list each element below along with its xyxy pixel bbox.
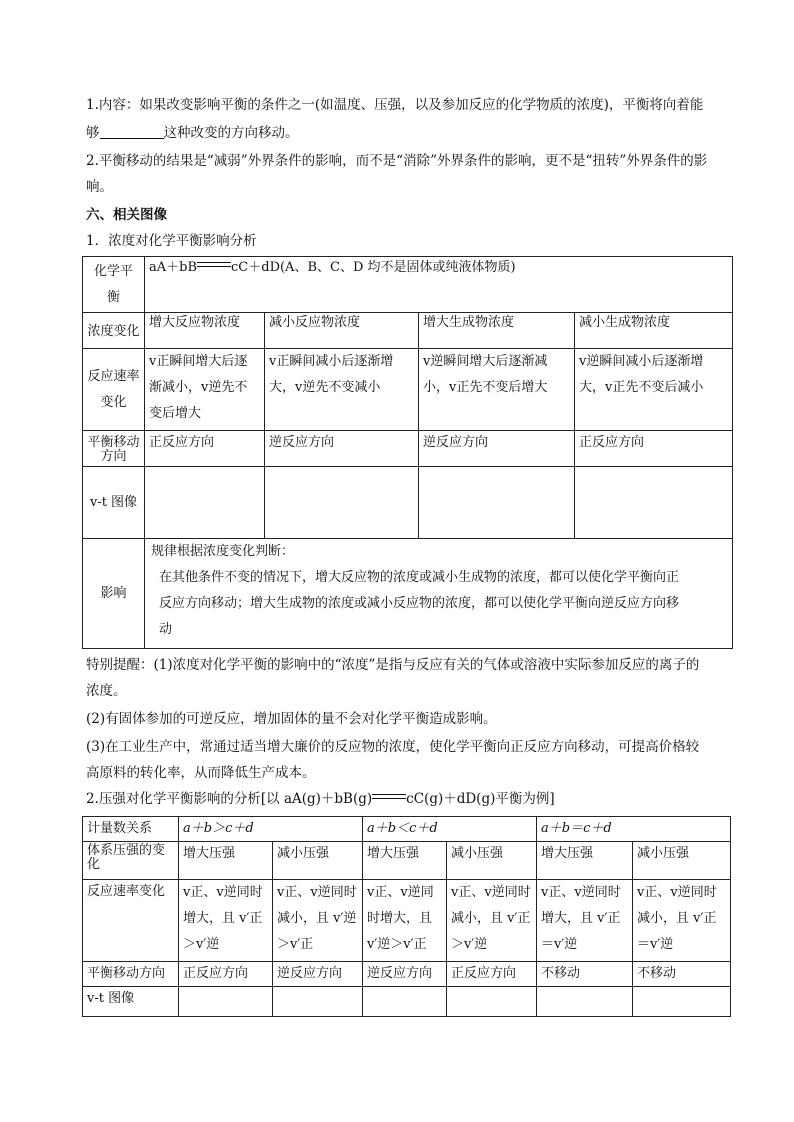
row-label-concentration: 浓度变化	[83, 313, 145, 349]
effect-line: 在其他条件不变的情况下，增大反应物的浓度或减小生成物的浓度，都可以使化学平衡向正	[159, 570, 680, 585]
fill-in-blank	[100, 124, 164, 139]
note-1b: 浓度。	[86, 683, 127, 699]
intro-line-4: 响。	[86, 179, 113, 195]
vt-graph-cell	[447, 987, 537, 1017]
intro-line-2a: 够	[86, 125, 100, 141]
pressure-table	[82, 816, 731, 1017]
rate-cell: v正、v逆同时减小，且 v′正＞v′逆	[447, 880, 537, 962]
shift-cell: 逆反应方向	[419, 431, 575, 467]
table-row	[83, 313, 733, 349]
table-row	[83, 817, 731, 842]
equilibrium-arrow-icon	[197, 260, 231, 270]
rate-cell: v正、v逆同时增大，且 v′逆＞v′正	[363, 880, 447, 962]
conc-cell: 增大生成物浓度	[419, 313, 575, 349]
row-label-shift: 平衡移动方向	[83, 431, 145, 467]
relation-cell: a＋b＜c＋d	[363, 817, 537, 842]
table-row	[83, 842, 731, 880]
concentration-table	[82, 256, 733, 649]
table-row	[83, 987, 731, 1017]
pressure-cell: 减小压强	[273, 842, 363, 880]
conc-cell: 减小反应物浓度	[265, 313, 419, 349]
subsection-2-title: 2.压强对化学平衡影响的分析[以 aA(g)＋bB(g) cC(g)＋dD(g)平衡为例]	[86, 791, 555, 807]
rate-cell: v逆瞬间减小后逐渐增大，v正先不变后减小	[575, 349, 733, 431]
rate-cell: v正、v逆同时减小，且 v′正＝v′逆	[633, 880, 731, 962]
shift-cell: 正反应方向	[179, 962, 273, 987]
shift-cell: 逆反应方向	[363, 962, 447, 987]
intro-line-1: 1.内容：如果改变影响平衡的条件之一(如温度、压强，以及参加反应的化学物质的浓度)，平衡将向着能	[86, 97, 704, 113]
rate-cell: v逆瞬间增大后逐渐减小，v正先不变后增大	[419, 349, 575, 431]
note-1a: 特别提醒：(1)浓度对化学平衡的影响中的“浓度”是指与反应有关的气体或溶液中实际参加反应的离子的	[86, 657, 700, 673]
shift-cell: 逆反应方向	[273, 962, 363, 987]
pressure-cell: 增大压强	[537, 842, 633, 880]
effect-line: 动	[159, 622, 173, 637]
rate-cell: v正、v逆同时增大，且 v′正＝v′逆	[537, 880, 633, 962]
effect-line: 反应方向移动；增大生成物的浓度或减小反应物的浓度，都可以使化学平衡向逆反应方向移	[159, 596, 680, 611]
shift-cell: 正反应方向	[145, 431, 265, 467]
relation-cell: a＋b＝c＋d	[537, 817, 731, 842]
row-label-rate: 反应速率变化	[83, 880, 179, 962]
row-label-vt: v-t 图像	[83, 467, 145, 539]
row-label-pressure: 体系压强的变化	[83, 842, 179, 880]
equilibrium-arrow-icon	[372, 792, 406, 802]
vt-graph-cell	[265, 467, 419, 539]
pressure-cell: 增大压强	[179, 842, 273, 880]
vt-graph-cell	[145, 467, 265, 539]
relation-cell: a＋b＞c＋d	[179, 817, 363, 842]
rate-cell: v正瞬间增大后逐渐减小，v逆先不变后增大	[145, 349, 265, 431]
vt-graph-cell	[179, 987, 273, 1017]
table-row	[83, 349, 733, 431]
note-3a: (3)在工业生产中，常通过适当增大廉价的反应物的浓度，使化学平衡向正反应方向移动，可提高价格较	[86, 739, 700, 755]
vt-graph-cell	[537, 987, 633, 1017]
row-label-shift: 平衡移动方向	[83, 962, 179, 987]
intro-line-2	[86, 124, 299, 142]
section-title: 六、相关图像	[86, 207, 167, 223]
vt-graph-cell	[575, 467, 733, 539]
shift-cell: 正反应方向	[447, 962, 537, 987]
vt-graph-cell	[633, 987, 731, 1017]
table-row	[83, 880, 731, 962]
rate-cell: v正、v逆同时减小，且 v′逆＞v′正	[273, 880, 363, 962]
row-label-equilibrium: 化学平 衡	[83, 257, 145, 313]
intro-line-2b: 这种改变的方向移动。	[163, 125, 299, 141]
shift-cell: 逆反应方向	[265, 431, 419, 467]
note-3b: 高原料的转化率，从而降低生产成本。	[86, 765, 316, 781]
table-row	[83, 257, 733, 313]
effect-rule: 规律根据浓度变化判断：	[151, 544, 295, 559]
effect-cell	[145, 539, 733, 649]
row-label-effect: 影响	[83, 539, 145, 649]
rate-cell: v正瞬间减小后逐渐增大，v逆先不变减小	[265, 349, 419, 431]
shift-cell: 不移动	[633, 962, 731, 987]
conc-cell: 减小生成物浓度	[575, 313, 733, 349]
row-label-rate: 反应速率变化	[83, 349, 145, 431]
shift-cell: 正反应方向	[575, 431, 733, 467]
subsection-1-title: 1．浓度对化学平衡影响分析	[86, 233, 257, 249]
row-label-relation: 计量数关系	[83, 817, 179, 842]
table-row	[83, 431, 733, 467]
table-row	[83, 962, 731, 987]
vt-graph-cell	[363, 987, 447, 1017]
vt-graph-cell	[419, 467, 575, 539]
row-label-vt: v-t 图像	[83, 987, 179, 1017]
vt-graph-cell	[273, 987, 363, 1017]
equilibrium-equation: aA＋bB cC＋dD(A、B、C、D 均不是固体或纯液体物质)	[145, 257, 733, 313]
pressure-cell: 减小压强	[633, 842, 731, 880]
pressure-cell: 减小压强	[447, 842, 537, 880]
table-row	[83, 467, 733, 539]
note-2: (2)有固体参加的可逆反应，增加固体的量不会对化学平衡造成影响。	[86, 711, 497, 727]
conc-cell: 增大反应物浓度	[145, 313, 265, 349]
table-row	[83, 539, 733, 649]
shift-cell: 不移动	[537, 962, 633, 987]
pressure-cell: 增大压强	[363, 842, 447, 880]
rate-cell: v正、v逆同时增大，且 v′正＞v′逆	[179, 880, 273, 962]
intro-line-3: 2.平衡移动的结果是“减弱”外界条件的影响，而不是“消除”外界条件的影响，更不是“扭转”外界条件的影	[86, 153, 708, 169]
